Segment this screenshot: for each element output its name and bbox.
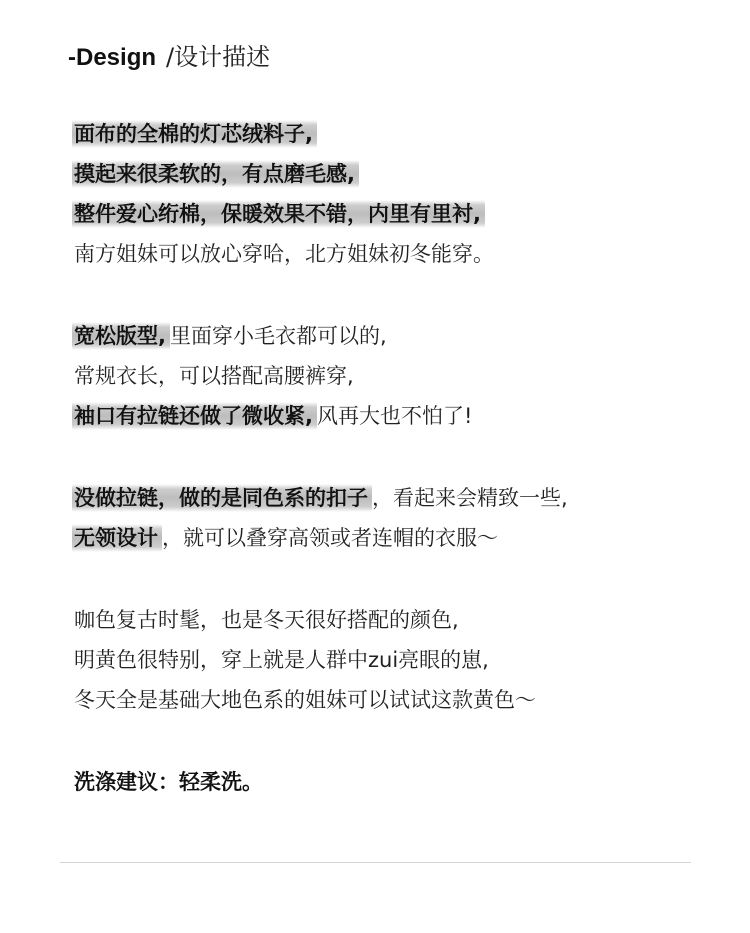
paragraph-3-line-1 [74,478,714,518]
paragraph-1-line-3 [74,194,714,234]
highlight-text: 面布的全棉的灯芯绒料子, [72,120,317,148]
section-header [68,42,270,73]
plain-text: 里面穿小毛衣都可以的, [169,324,387,348]
plain-text: ，看起来会精致一些, [372,486,568,510]
highlight-text: 没做拉链，做的是同色系的扣子 [72,484,372,512]
plain-text: 风再大也不怕了! [316,404,473,428]
plain-text: 常规衣长，可以搭配高腰裤穿, [74,364,354,388]
highlight-text: 宽松版型, [72,322,170,350]
paragraph-4-line-1 [74,600,714,640]
paragraph-3-line-2 [74,518,714,558]
paragraph-spacer [74,274,714,316]
paragraph-2-line-3 [74,396,714,436]
plain-text: 冬天全是基础大地色系的姐妹可以试试这款黄色～ [74,688,536,712]
paragraph-2-line-2 [74,356,714,396]
plain-text: ，就可以叠穿高领或者连帽的衣服～ [162,526,498,550]
paragraph-2-line-1 [74,316,714,356]
header-title-cn: /设计描述 [166,43,271,71]
washing-advice-line [74,762,714,802]
bottom-divider [60,862,691,863]
paragraph-1-line-4 [74,234,714,274]
plain-text: 明黄色很特别，穿上就是人群中zui亮眼的崽, [74,648,489,672]
highlight-text: 无领设计 [72,524,162,552]
paragraph-spacer [74,436,714,478]
description-body [74,114,714,802]
plain-text: 南方姐妹可以放心穿哈，北方姐妹初冬能穿。 [74,242,494,266]
paragraph-spacer [74,720,714,762]
washing-advice-text: 洗涤建议：轻柔洗。 [74,770,263,794]
paragraph-4-line-3 [74,680,714,720]
plain-text: 咖色复古时髦，也是冬天很好搭配的颜色, [74,608,459,632]
highlight-text: 袖口有拉链还做了微收紧, [72,402,317,430]
paragraph-1-line-2 [74,154,714,194]
highlight-text: 整件爱心绗棉，保暖效果不错，内里有里衬, [72,200,485,228]
paragraph-4-line-2 [74,640,714,680]
paragraph-1-line-1 [74,114,714,154]
highlight-text: 摸起来很柔软的，有点磨毛感, [72,160,359,188]
header-title-en: -Design [68,44,157,71]
paragraph-spacer [74,558,714,600]
